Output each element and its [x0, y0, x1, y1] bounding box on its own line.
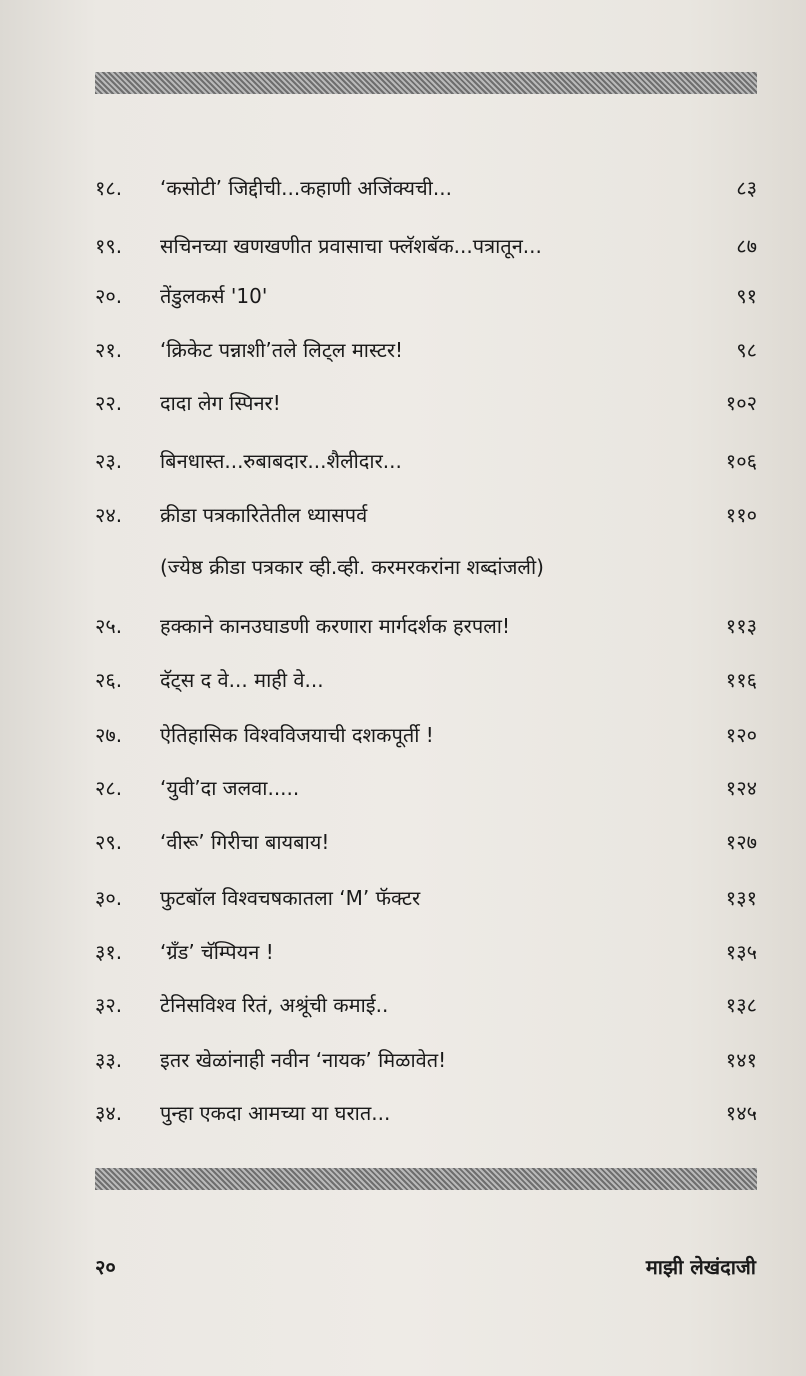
entry-number: १९. [95, 234, 123, 258]
entry-number: २५. [95, 614, 123, 638]
entry-page: ८७ [736, 234, 757, 258]
footer-decorative-bar [95, 1168, 757, 1190]
entry-number: २२. [95, 391, 123, 415]
entry-title: ‘ग्रँड’ चॅम्पियन ! [160, 940, 274, 964]
entry-number: २४. [95, 503, 123, 527]
entry-title: ‘कसोटी’ जिद्दीची...कहाणी अजिंक्यची... [160, 176, 452, 200]
entry-page: १०६ [725, 449, 757, 473]
entry-page: १२७ [725, 830, 757, 854]
entry-number: ३४. [95, 1101, 123, 1125]
entry-page: १३५ [725, 940, 757, 964]
entry-number: २७. [95, 723, 123, 747]
entry-title: हक्काने कानउघाडणी करणारा मार्गदर्शक हरपला! [160, 614, 510, 638]
entry-number: ३२. [95, 993, 123, 1017]
toc-entry [95, 441, 757, 481]
page-number: २० [95, 1255, 116, 1279]
running-book-title: माझी लेखंदाजी [645, 1255, 756, 1279]
toc-entry [95, 822, 757, 862]
entry-number: २६. [95, 668, 123, 692]
entry-page: १२४ [725, 776, 757, 800]
toc-entry [95, 495, 757, 535]
entry-page: ८३ [736, 176, 757, 200]
entry-page: ११० [725, 503, 757, 527]
entry-page: १२० [725, 723, 757, 747]
entry-number: ३१. [95, 940, 123, 964]
entry-title: ‘वीरू’ गिरीचा बायबाय! [160, 830, 330, 854]
entry-title: ऐतिहासिक विश्वविजयाची दशकपूर्ती ! [160, 723, 434, 747]
toc-entry [95, 226, 757, 266]
entry-title: फुटबॉल विश्वचषकातला ‘M’ फॅक्टर [160, 886, 421, 910]
toc-entry [95, 932, 757, 972]
entry-title: बिनधास्त...रुबाबदार...शैलीदार... [160, 449, 402, 473]
entry-number: २३. [95, 449, 123, 473]
toc-entry [95, 1093, 757, 1133]
entry-number: ३०. [95, 886, 123, 910]
entry-page: १४५ [725, 1101, 757, 1125]
entry-title: तेंडुलकर्स '10' [160, 284, 268, 308]
toc-entry [95, 878, 757, 918]
entry-number: ३३. [95, 1048, 123, 1072]
entry-page: ११३ [725, 614, 757, 638]
toc-entry [95, 383, 757, 423]
entry-page: १०२ [725, 391, 757, 415]
header-decorative-bar [95, 72, 757, 94]
entry-title: सचिनच्या खणखणीत प्रवासाचा फ्लॅशबॅक...पत्रातून... [160, 234, 542, 258]
entry-title: दादा लेग स्पिनर! [160, 391, 281, 415]
toc-entry [95, 606, 757, 646]
entry-page: ११६ [725, 668, 757, 692]
toc-entry [95, 660, 757, 700]
entry-page: १४१ [725, 1048, 757, 1072]
entry-title: ‘युवी’दा जलवा..... [160, 776, 300, 800]
entry-page: ९८ [736, 338, 757, 362]
toc-entry [95, 985, 757, 1025]
entry-title: ‘क्रिकेट पन्नाशी’तले लिट्ल मास्टर! [160, 338, 404, 362]
entry-title: क्रीडा पत्रकारितेतील ध्यासपर्व [160, 503, 368, 527]
entry-title: पुन्हा एकदा आमच्या या घरात... [160, 1101, 391, 1125]
toc-entry [95, 330, 757, 370]
toc-entry [95, 768, 757, 808]
toc-entry [95, 715, 757, 755]
entry-page: १३८ [725, 993, 757, 1017]
entry-title: टेनिसविश्व रितं, अश्रूंची कमाई.. [160, 993, 389, 1017]
entry-number: २९. [95, 830, 123, 854]
entry-page: १३१ [725, 886, 757, 910]
entry-title: दॅट्स द वे... माही वे... [160, 668, 324, 692]
toc-entry [95, 1040, 757, 1080]
toc-entry [95, 168, 757, 208]
entry-subtitle: (ज्येष्ठ क्रीडा पत्रकार व्ही.व्ही. करमरकरांना शब्दांजली) [160, 555, 544, 579]
toc-entry [95, 276, 757, 316]
entry-number: २०. [95, 284, 123, 308]
entry-number: २८. [95, 776, 123, 800]
entry-page: ९१ [736, 284, 757, 308]
entry-title: इतर खेळांनाही नवीन ‘नायक’ मिळावेत! [160, 1048, 447, 1072]
entry-number: १८. [95, 176, 123, 200]
entry-number: २१. [95, 338, 123, 362]
